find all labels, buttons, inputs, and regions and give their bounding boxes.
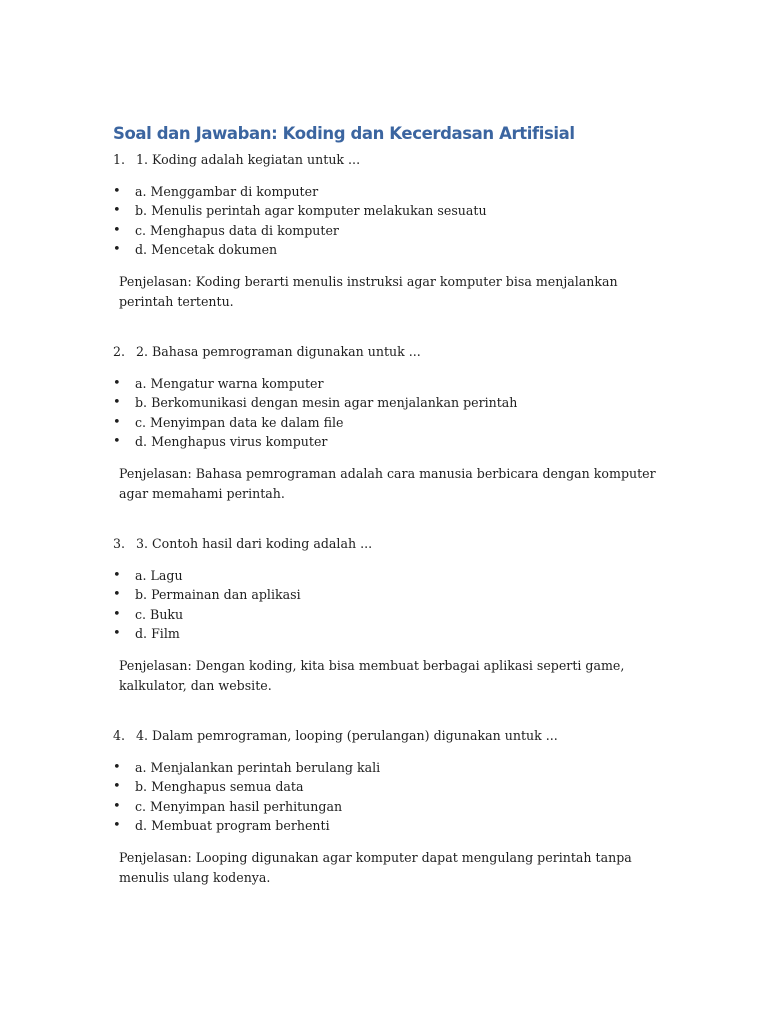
question-line xyxy=(113,150,658,169)
option-text: a. Mengatur warna komputer xyxy=(135,376,324,391)
question-line xyxy=(113,534,658,553)
bullet-icon: • xyxy=(113,433,121,449)
option-item xyxy=(113,566,658,585)
bullet-icon: • xyxy=(113,587,121,603)
option-item xyxy=(113,624,658,643)
option-item xyxy=(113,585,658,604)
question-number: 2. xyxy=(113,344,126,359)
option-text: d. Membuat program berhenti xyxy=(135,817,330,833)
option-list xyxy=(113,758,658,835)
question-line xyxy=(113,726,658,745)
bullet-icon: • xyxy=(113,376,121,391)
question-line xyxy=(113,342,658,361)
option-item xyxy=(113,240,658,259)
bullet-icon: • xyxy=(113,203,121,219)
question-number: 1. xyxy=(113,152,126,167)
bullet-icon: • xyxy=(113,606,121,622)
bullet-icon: • xyxy=(113,760,121,775)
bullet-icon: • xyxy=(113,817,121,833)
option-text: c. Menyimpan hasil perhitungan xyxy=(135,798,343,814)
option-text: a. Menjalankan perintah berulang kali xyxy=(135,760,381,775)
option-list xyxy=(113,182,658,259)
option-text: b. Permainan dan aplikasi xyxy=(135,587,301,603)
option-text: c. Menyimpan data ke dalam file xyxy=(135,414,344,430)
option-text: d. Film xyxy=(135,625,180,641)
option-text: d. Menghapus virus komputer xyxy=(135,433,328,449)
question-block xyxy=(113,534,658,695)
explanation-text: Penjelasan: Dengan koding, kita bisa membuat berbagai aplikasi seperti game, kalkulator, dan website. xyxy=(119,658,625,693)
bullet-icon: • xyxy=(113,568,121,583)
option-text: b. Menulis perintah agar komputer melakukan sesuatu xyxy=(135,203,487,219)
option-item xyxy=(113,374,658,393)
question-text: 2. Bahasa pemrograman digunakan untuk ... xyxy=(136,344,421,359)
option-text: a. Lagu xyxy=(135,568,183,583)
bullet-icon: • xyxy=(113,241,121,257)
question-block xyxy=(113,150,658,311)
option-text: a. Menggambar di komputer xyxy=(135,184,319,199)
option-list xyxy=(113,566,658,643)
bullet-icon: • xyxy=(113,414,121,430)
bullet-icon: • xyxy=(113,625,121,641)
option-item xyxy=(113,777,658,796)
option-text: c. Menghapus data di komputer xyxy=(135,222,339,238)
document-title: Soal dan Jawaban: Koding dan Kecerdasan Artifisial xyxy=(113,124,575,143)
option-item xyxy=(113,605,658,624)
option-item xyxy=(113,816,658,835)
option-item xyxy=(113,758,658,777)
question-text: 3. Contoh hasil dari koding adalah ... xyxy=(136,536,373,551)
question-number: 3. xyxy=(113,536,126,551)
option-list xyxy=(113,374,658,451)
bullet-icon: • xyxy=(113,798,121,814)
option-item xyxy=(113,201,658,220)
question-text: 4. Dalam pemrograman, looping (perulangan) digunakan untuk ... xyxy=(136,728,558,743)
question-number: 4. xyxy=(113,728,126,743)
explanation-text: Penjelasan: Koding berarti menulis instruksi agar komputer bisa menjalankan perintah tertentu. xyxy=(119,274,618,309)
option-item xyxy=(113,432,658,451)
option-item xyxy=(113,221,658,240)
question-text: 1. Koding adalah kegiatan untuk ... xyxy=(136,152,361,167)
option-item xyxy=(113,393,658,412)
option-item xyxy=(113,182,658,201)
option-item xyxy=(113,413,658,432)
bullet-icon: • xyxy=(113,184,121,199)
option-text: d. Mencetak dokumen xyxy=(135,241,278,257)
option-text: b. Berkomunikasi dengan mesin agar menjalankan perintah xyxy=(135,395,518,411)
question-block xyxy=(113,726,658,887)
option-text: b. Menghapus semua data xyxy=(135,779,304,795)
bullet-icon: • xyxy=(113,395,121,411)
bullet-icon: • xyxy=(113,779,121,795)
explanation-text: Penjelasan: Looping digunakan agar komputer dapat mengulang perintah tanpa menulis ulang kodenya. xyxy=(119,850,632,885)
option-text: c. Buku xyxy=(135,606,184,622)
explanation-text: Penjelasan: Bahasa pemrograman adalah cara manusia berbicara dengan komputer agar memahami perintah. xyxy=(119,466,656,501)
bullet-icon: • xyxy=(113,222,121,238)
option-item xyxy=(113,797,658,816)
question-block xyxy=(113,342,658,503)
